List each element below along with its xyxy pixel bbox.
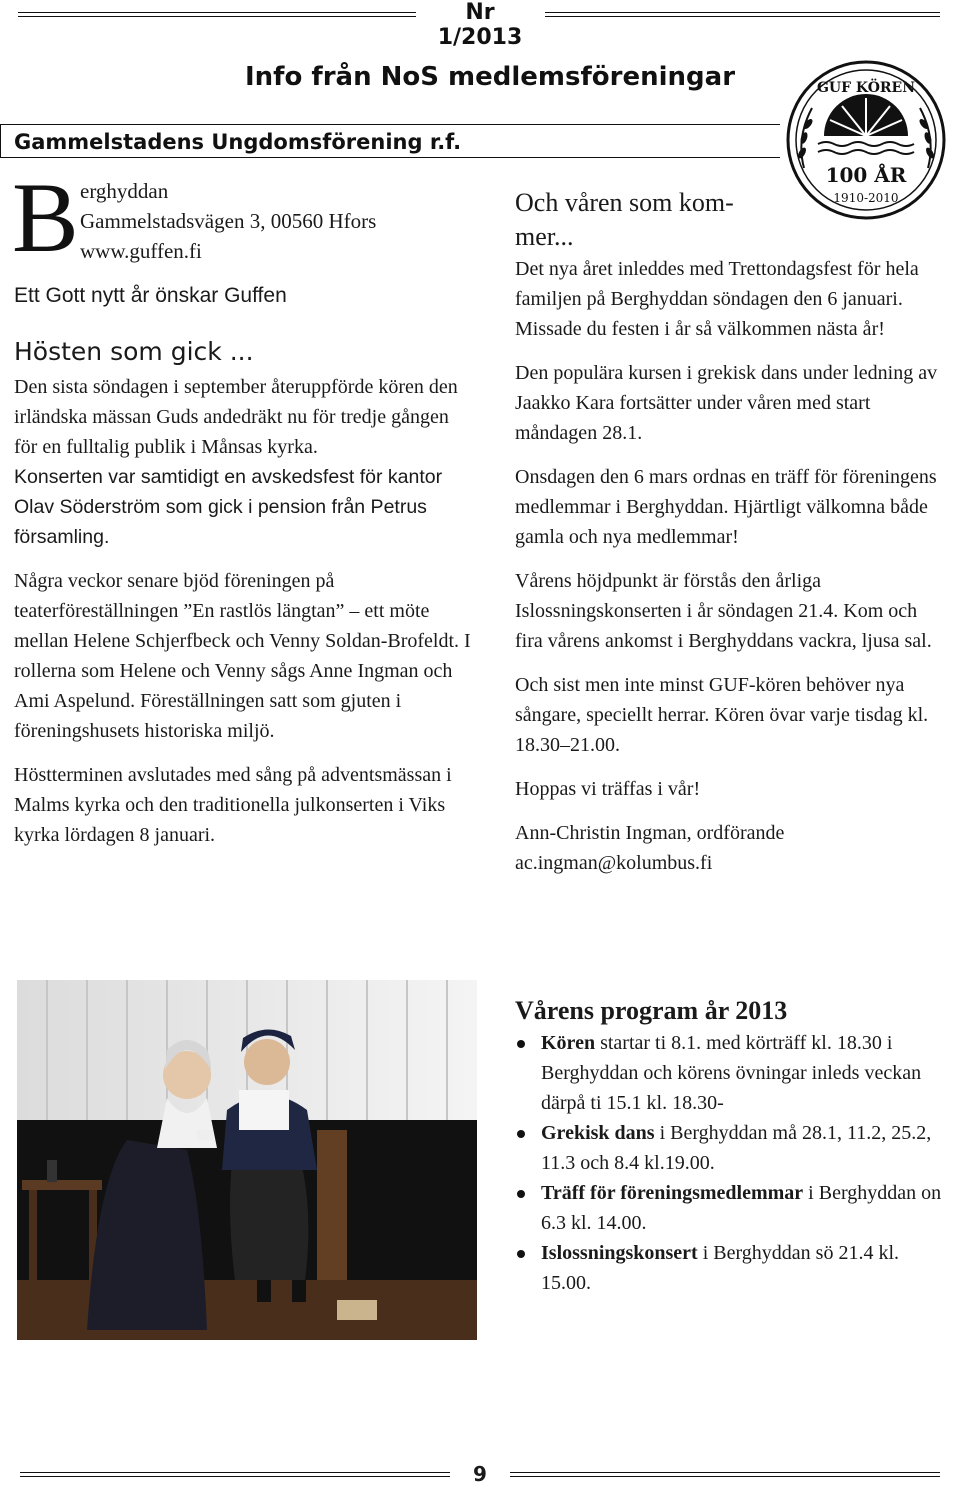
program-item: Grekisk dans i Berghyddan må 28.1, 11.2, 25.2, 11.3 och 8.4 kl.19.00. (541, 1118, 945, 1178)
theatre-photo (17, 980, 477, 1340)
spring-paragraph: Hoppas vi träffas i vår! (515, 778, 701, 800)
spring-paragraph: Det nya året inleddes med Trettondagsfest för hela familjen på Berghyddan söndagen den 6 januari. Missade du festen i år så välkommen nästa år! (515, 258, 919, 340)
address-block (80, 176, 376, 266)
section-title: Info från NoS medlemsföreningar (245, 62, 736, 92)
page-number: 9 (450, 1462, 510, 1486)
spring-paragraph: Onsdagen den 6 mars ordnas en träff för föreningens medlemmar i Berghyddan. Hjärtligt välkomna både gamla och nya medlemmar! (515, 466, 937, 548)
issue-number: Nr 1/2013 (437, 0, 523, 50)
org-title: Gammelstadens Ungdomsförening r.f. (14, 130, 462, 154)
website-link[interactable]: www.guffen.fi (80, 239, 202, 263)
signature-email[interactable]: ac.ingman@kolumbus.fi (515, 852, 713, 874)
spring-heading: mer... (515, 222, 574, 251)
greeting: Ett Gott nytt år önskar Guffen (14, 284, 287, 307)
spring-paragraph: Den populära kursen i grekisk dans under ledning av Jaakko Kara fortsätter under våren med start måndagen 28.1. (515, 362, 938, 444)
autumn-heading: Hösten som gick ... (14, 337, 254, 366)
logo-years: 100 ÅR (825, 163, 907, 187)
autumn-paragraph: Konserten var samtidigt en avskedsfest för kantor Olav Söderström som gick i pension från Petrus församling. (14, 466, 443, 548)
program-title: Vårens program år 2013 (515, 996, 788, 1025)
logo-top-text: GUF KÖREN (816, 80, 916, 96)
address-line: Gammelstadsvägen 3, 00560 Hfors (80, 209, 377, 233)
program-item: Kören startar ti 8.1. med körträff kl. 18.30 i Berghyddan och körens övningar inleds veckan därpå ti 15.1 kl. 18.30- (541, 1028, 945, 1118)
logo-range: 1910-2010 (833, 191, 899, 205)
spring-heading: Och våren som kom- (515, 188, 734, 217)
program-list (515, 1028, 945, 1298)
program-item: Träff för föreningsmedlemmar i Berghyddan on 6.3 kl. 14.00. (541, 1178, 945, 1238)
signature-name: Ann-Christin Ingman, ordförande (515, 822, 785, 844)
autumn-paragraph: Den sista söndagen i september återuppförde kören den irländska mässan Guds andedräkt nu för tredje gången för en fulltalig publik i Månsas kyrka. (14, 376, 458, 458)
autumn-paragraph: Några veckor senare bjöd föreningen på teaterföreställningen ”En rastlös längtan” – ett möte mellan Helene Schjerfbeck och Venny Soldan-Brofeldt. I rollerna som Helene och Venny sågs Anne Ingman och Ami Aspelund. Föreställningen satt som gjuten i föreningshusets historiska miljö. (14, 570, 471, 742)
spring-paragraph: Och sist men inte minst GUF-kören behöver nya sångare, speciellt herrar. Kören övar varje tisdag kl. 18.30–21.00. (515, 674, 929, 756)
autumn-paragraph: Höstterminen avslutades med sång på adventsmässan i Malms kyrka och den traditionella julkonserten i Viks kyrka lördagen 8 januari. (14, 764, 452, 846)
program-item: Islossningskonsert i Berghyddan sö 21.4 kl. 15.00. (541, 1238, 945, 1298)
address-line: erghyddan (80, 179, 169, 203)
drop-cap: B (12, 162, 79, 273)
spring-paragraph: Vårens höjdpunkt är förstås den årliga Islossningskonserten i år söndagen 21.4. Kom och fira vårens ankomst i Berghyddans vackra, ljusa sal. (515, 570, 932, 652)
